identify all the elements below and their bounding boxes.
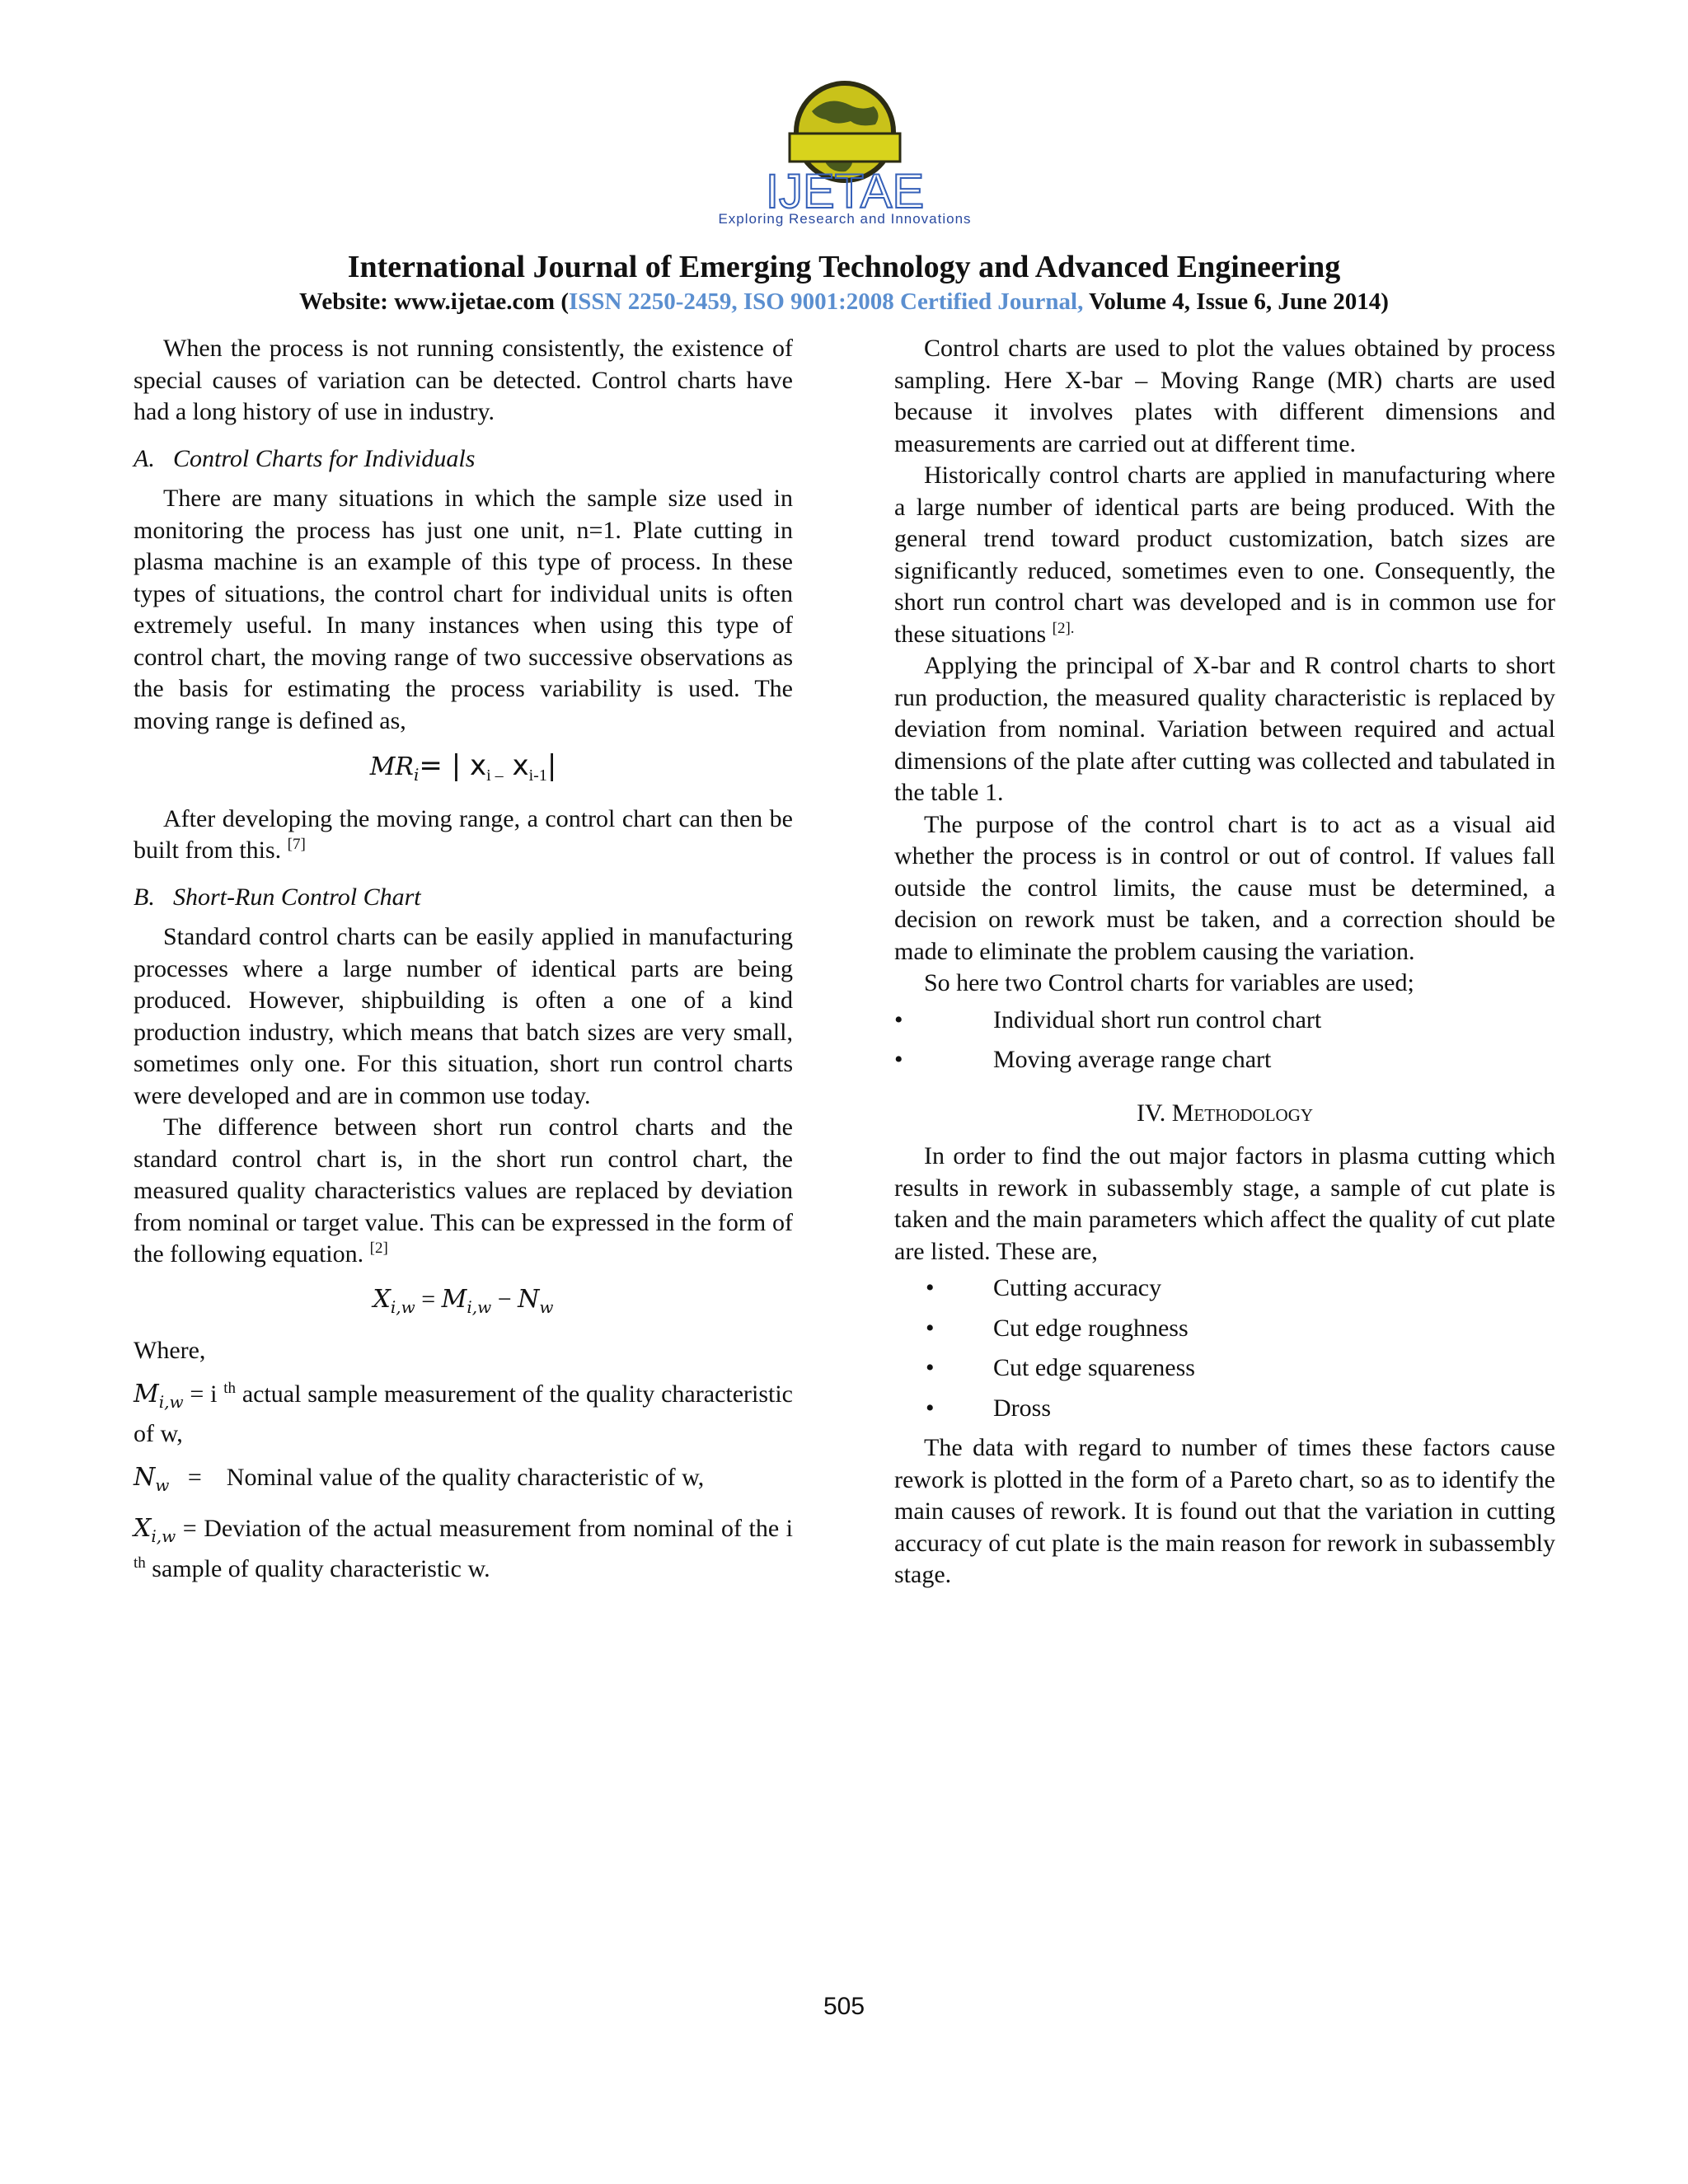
section-heading-b xyxy=(134,882,793,914)
bullet-list-charts xyxy=(894,1005,1555,1076)
list-item xyxy=(894,1272,1555,1305)
def-subscript: i,w xyxy=(158,1391,184,1412)
section-title: Methodology xyxy=(1171,1099,1314,1127)
paragraph: There are many situations in which the sample size used in monitoring the process has just one unit, n=1. Plate cutting in plasma machine is an example of this type of process. In these types of situations, the control chart for individual units is often extremely useful. In many instances when using this type of control chart, the moving range of two successive observations as the basis for estimating the process variability is used. The moving range is defined as, xyxy=(134,485,793,734)
journal-title: International Journal of Emerging Technology and Advanced Engineering xyxy=(347,250,1341,284)
eq-symbol: X xyxy=(373,1284,391,1314)
definition xyxy=(134,1513,793,1585)
right-column xyxy=(894,333,1555,1591)
eq-symbol: MR xyxy=(369,752,415,781)
paragraph xyxy=(894,460,1555,650)
section-title: Short-Run Control Chart xyxy=(173,883,421,911)
def-subscript: i,w xyxy=(151,1526,176,1546)
eq-symbol: N xyxy=(518,1284,540,1314)
list-item xyxy=(894,1352,1555,1385)
def-text: = i xyxy=(183,1380,224,1408)
paragraph: Standard control charts can be easily applied in manufacturing processes where a large number of identical parts are being produced. However, shipbuilding is often a one of a kind production industry, which means that batch sizes are very small, sometimes only one. For this situation, short run control charts were developed and are in common use today. xyxy=(134,923,793,1109)
eq-text: − xyxy=(491,1285,518,1313)
citation: [2]. xyxy=(1052,619,1075,637)
superscript: th xyxy=(134,1554,146,1572)
list-item-text: Individual short run control chart xyxy=(993,1005,1322,1033)
paragraph: So here two Control charts for variables are used; xyxy=(924,969,1414,996)
eq-text: | xyxy=(546,749,557,782)
section-heading-methodology xyxy=(894,1098,1555,1130)
bullet-icon: • xyxy=(926,1354,935,1381)
def-symbol: N xyxy=(134,1462,156,1492)
paragraph: Applying the principal of X-bar and R control charts to short run production, the measured quality characteristic is replaced by deviation from nominal. Variation between required and actual dimensions of the plate after cutting was collected and tabulated in the table 1. xyxy=(894,652,1555,806)
eq-subscript: i,w xyxy=(467,1296,492,1317)
superscript: th xyxy=(223,1379,237,1397)
paragraph: Control charts are used to plot the values obtained by process sampling. Here X-bar – Moving Range (MR) charts are used because it involves plates with different dimensions and measurements are carried out at different time. xyxy=(894,335,1555,457)
issn-link[interactable]: ISSN 2250-2459, ISO 9001:2008 Certified Journal, xyxy=(569,288,1084,315)
paragraph xyxy=(134,804,793,867)
def-text: = Nominal value of the quality characteristic of w, xyxy=(169,1463,705,1491)
eq-symbol: M xyxy=(441,1284,467,1314)
def-text: sample of quality characteristic w. xyxy=(145,1554,490,1582)
eq-subscript: i – xyxy=(486,766,504,785)
def-symbol: M xyxy=(134,1379,159,1408)
bullet-list-factors xyxy=(894,1272,1555,1424)
list-item-text: Cut edge squareness xyxy=(993,1354,1195,1381)
eq-subscript: i xyxy=(414,765,420,785)
where-label: Where, xyxy=(134,1337,206,1364)
eq-subscript: i-1 xyxy=(528,766,547,785)
page-number: 505 xyxy=(823,1993,865,2020)
wordmark: IJETAE xyxy=(765,165,925,214)
paragraph: The purpose of the control chart is to act as a visual aid whether the process is in control or out of control. If values fall outside the control limits, the cause must be determined, a decision on rework must be taken, and a correction should be made to eliminate the problem causing the variation. xyxy=(894,810,1555,965)
section-heading-a xyxy=(134,443,793,476)
list-item xyxy=(894,1313,1555,1345)
citation: [7] xyxy=(287,836,306,853)
logo-tagline: Exploring Research and Innovations xyxy=(718,211,972,227)
def-subscript: w xyxy=(155,1474,170,1495)
website-text: Website: www.ijetae.com ( xyxy=(299,288,569,315)
eq-text: = | x xyxy=(419,749,487,782)
left-column xyxy=(134,333,793,1585)
paragraph: In order to find the out major factors in plasma cutting which results in rework in subassembly stage, a sample of cut plate is taken and the main parameters which affect the quality of cut plate are listed. These are, xyxy=(894,1142,1555,1265)
section-label: A. xyxy=(134,444,155,472)
citation: [2] xyxy=(369,1240,388,1257)
equation-deviation xyxy=(134,1284,793,1324)
list-item xyxy=(894,1393,1555,1425)
globe-logo-icon xyxy=(676,66,1014,214)
paragraph-text: After developing the moving range, a control chart can then be built from this. xyxy=(134,804,793,864)
paragraph-text: The difference between short run control charts and the standard control chart is, in the short run control chart, the measured quality characteristics values are replaced by deviation from nominal or target value. This can be expressed in the form of the following equation. xyxy=(134,1113,793,1268)
paragraph: The data with regard to number of times these factors cause rework is plotted in the form of a Pareto chart, so as to identify the main causes of rework. It is found out that the variation in cutting accuracy of cut plate is the main reason for rework in subassembly stage. xyxy=(894,1434,1555,1588)
paragraph: When the process is not running consistently, the existence of special causes of variation can be detected. Control charts have had a long history of use in industry. xyxy=(134,335,793,425)
list-item-text: Cutting accuracy xyxy=(993,1274,1162,1301)
section-number: IV. xyxy=(1136,1099,1166,1127)
eq-text: x xyxy=(503,749,529,782)
journal-subtitle xyxy=(0,288,1688,316)
volume-text: Volume 4, Issue 6, June 2014) xyxy=(1083,288,1389,315)
list-item xyxy=(894,1044,1555,1076)
def-text: = Deviation of the actual measurement from nominal of the i xyxy=(176,1515,793,1542)
bullet-icon: • xyxy=(926,1274,935,1301)
journal-logo xyxy=(676,66,1014,235)
section-label: B. xyxy=(134,883,155,911)
list-item-text: Cut edge roughness xyxy=(993,1314,1189,1342)
eq-subscript: w xyxy=(539,1296,554,1317)
paragraph-text: Historically control charts are applied in manufacturing where a large number of identical parts are being produced. With the general trend toward product customization, batch sizes are significantly reduced, sometimes even to one. Consequently, the short run control chart was developed and is in common use for these situations xyxy=(894,462,1555,648)
def-text: actual sample measurement of the quality characteristic of w, xyxy=(134,1380,793,1447)
paragraph xyxy=(134,1112,793,1271)
equation-moving-range xyxy=(134,750,793,792)
eq-text: = xyxy=(415,1285,442,1313)
list-item-text: Moving average range chart xyxy=(993,1046,1272,1073)
bullet-icon: • xyxy=(894,1005,903,1033)
bullet-icon: • xyxy=(926,1314,935,1342)
definition xyxy=(134,1379,793,1451)
eq-subscript: i,w xyxy=(390,1296,415,1317)
def-symbol: X xyxy=(134,1514,152,1543)
bullet-icon: • xyxy=(926,1394,935,1422)
list-item xyxy=(894,1005,1555,1037)
definition xyxy=(134,1462,793,1502)
bullet-icon: • xyxy=(894,1046,903,1073)
section-title: Control Charts for Individuals xyxy=(173,444,476,472)
list-item-text: Dross xyxy=(993,1394,1052,1422)
